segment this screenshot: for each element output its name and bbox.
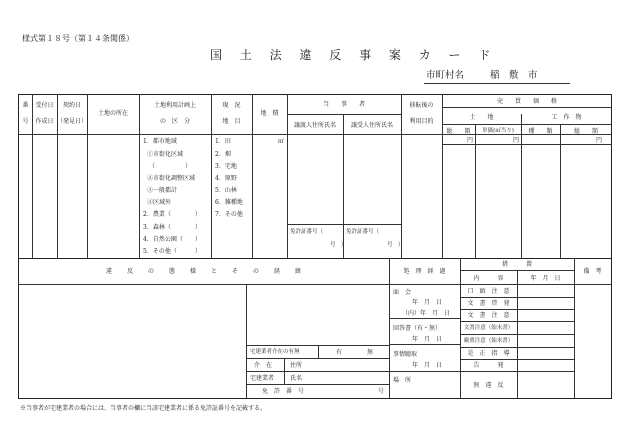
broker-license: 免 許 番 号 [262,388,305,395]
city-label: 市町村名 [426,70,465,81]
process-attendance: 回答書（有・無） [393,325,442,332]
col-planning-1: 土地利用計画上 [153,102,196,109]
table-right-border [611,94,612,399]
planning-item: ①市街化区域 [147,151,184,158]
price-header: 売 買 価 格 [496,98,557,105]
price-land-unit: 単価(㎡当り) [482,128,514,134]
form-number: 様式第１８号（第１４条関係） [22,34,134,43]
license-number-2: 号 ） [387,242,404,248]
col-number-2: 号 [22,118,29,125]
yen-struct-total: 円 [596,137,603,144]
process-line [389,344,460,345]
broker-number-suffix: 号 [378,388,385,395]
land-use-item: 6．雑種地 [215,199,243,206]
parties-header: 当 事 者 [322,101,365,108]
col-line [87,94,88,258]
table-bottom-border [18,398,612,399]
measure-row-line [460,347,574,348]
price-land-header: 土 地 [469,114,494,121]
lower-col-line [246,284,247,398]
measure-row-line [460,321,574,322]
process-title: 処 理 経 過 [403,268,446,275]
measures-header: 措 置 [501,261,532,268]
col-line [252,94,253,258]
planning-item: 5．その他（ ） [143,248,201,255]
lower-header-bottom [18,284,612,285]
col-area: 地 積 [260,110,279,117]
area-unit: ㎡ [278,138,285,145]
planning-item: ②市街化調整区域 [147,175,196,182]
process-line [389,371,460,372]
col-planning-2: の 区 分 [159,118,190,125]
col-contract-2: （発見日） [57,118,88,125]
col-line [287,94,288,258]
col-contract-1: 契約日 [62,102,81,109]
measure-item: 告 発 [473,362,504,369]
process-line [389,318,460,319]
transferor-header: 譲渡人住所氏名 [293,122,336,129]
col-location: 土地の所在 [97,110,128,117]
col-current-use-2: 地 目 [222,118,241,125]
land-use-item: 7．その他 [215,211,243,218]
planning-item: ④区域外 [147,199,172,206]
measure-row-line [460,371,574,372]
broker-col-line [318,345,319,358]
land-use-item: 2．畑 [215,151,231,158]
col-post-purpose-2: 利用目的 [409,118,434,125]
broker-line [246,371,389,372]
measure-item: 無 違 反 [473,382,504,389]
footnote: ※当事者が宅建業者の場合には、当事者の欄に当該宅建業者に係る免許証番号を記載する。 [20,405,267,412]
broker-line [246,358,389,359]
table-top-border [18,94,612,95]
process-date-2: 年 月 日 [412,336,443,343]
city-value: 稲 敷 市 [490,70,538,81]
license-label-2: 免許証番号（ [346,229,380,235]
process-hearing: 事情聴取 [393,351,418,358]
land-use-item: 4．原野 [215,175,237,182]
lower-col-line [389,258,390,398]
col-post-purpose-1: 移転後の [409,102,434,109]
yen-row-line [442,144,612,145]
measure-row-line [460,334,574,335]
price-land-total: 総 額 [446,128,471,135]
measure-item: 是 正 指 導 [467,350,510,357]
process-place: 場 所 [393,377,412,384]
license-number-1: 号 ） [330,242,347,248]
col-received-1: 受付日 [35,102,54,109]
parties-sub-line [287,114,401,115]
col-line [343,114,344,258]
lower-col-line [574,258,575,398]
planning-item: 2．農業（ ） [143,211,201,218]
transferee-header: 譲受人住所氏名 [350,122,393,129]
measure-row-line [460,359,574,360]
license-label-1: 免許証番号（ [290,229,324,235]
col-current-use-1: 現 況 [222,102,241,109]
price-struct-kind: 種 類 [528,128,553,135]
process-interview: 面 会 [393,289,412,296]
measure-item: 文 書 啓 発 [467,300,510,307]
process-date-3: 年 月 日 [412,362,443,369]
remarks-header: 備 考 [583,268,602,275]
measures-content: 内 容 [473,275,504,282]
land-use-item: 5．山林 [215,187,237,194]
broker-line [246,384,389,385]
price-sub-line-2 [442,124,612,125]
planning-item: ③一般都計 [147,187,178,194]
broker-intervening: 介 在 [254,362,273,369]
city-underline [424,83,570,84]
planning-item: 1．都市地域 [143,138,177,145]
yen-land-total: 円 [467,137,474,144]
broker-name: 氏名 [290,375,303,382]
broker-col-line [284,358,285,384]
yen-land-unit: 円 [513,137,520,144]
measure-item: 文書注意（始末書） [463,325,514,331]
land-use-item: 3．宅地 [215,163,237,170]
license-row-line [287,224,401,225]
col-received-2: 作成日 [35,118,54,125]
planning-item: 4．自然公園（ ） [143,236,201,243]
broker-label: 宅建業者 [250,375,275,382]
violation-title: 違 反 の 態 様 と そ の 経 緯 [105,268,302,275]
section-divider [18,258,612,259]
col-number-1: 番 [22,102,29,109]
price-sub-line [442,107,612,108]
col-line [521,114,522,258]
broker-involved-label: 宅建業者介在の有無 [250,349,300,355]
planning-item: 3．森林（ ） [143,224,201,231]
measure-item: 厳重注意（始末書） [463,338,514,344]
broker-no: 無 [367,349,374,356]
measure-row-line [460,309,574,310]
table-left-border [18,94,19,399]
measures-date: 年 月 日 [530,275,561,282]
price-structures-header: 工 作 物 [551,114,582,121]
page-title: 国 土 法 違 反 事 案 カ ー ド [210,48,498,62]
planning-item: （ ） [149,163,192,170]
price-struct-total: 総 額 [573,128,598,135]
land-use-item: 1．田 [215,138,231,145]
broker-address: 住所 [290,362,303,369]
process-date-1: 年 月 日 [412,299,443,306]
measure-item: 文 書 注 意 [467,312,510,319]
broker-yes: 有 [336,349,343,356]
process-date-in: （内）年 月 日 [402,310,451,317]
measure-item: 口 頭 注 意 [467,288,510,295]
measure-row-line [460,297,574,298]
